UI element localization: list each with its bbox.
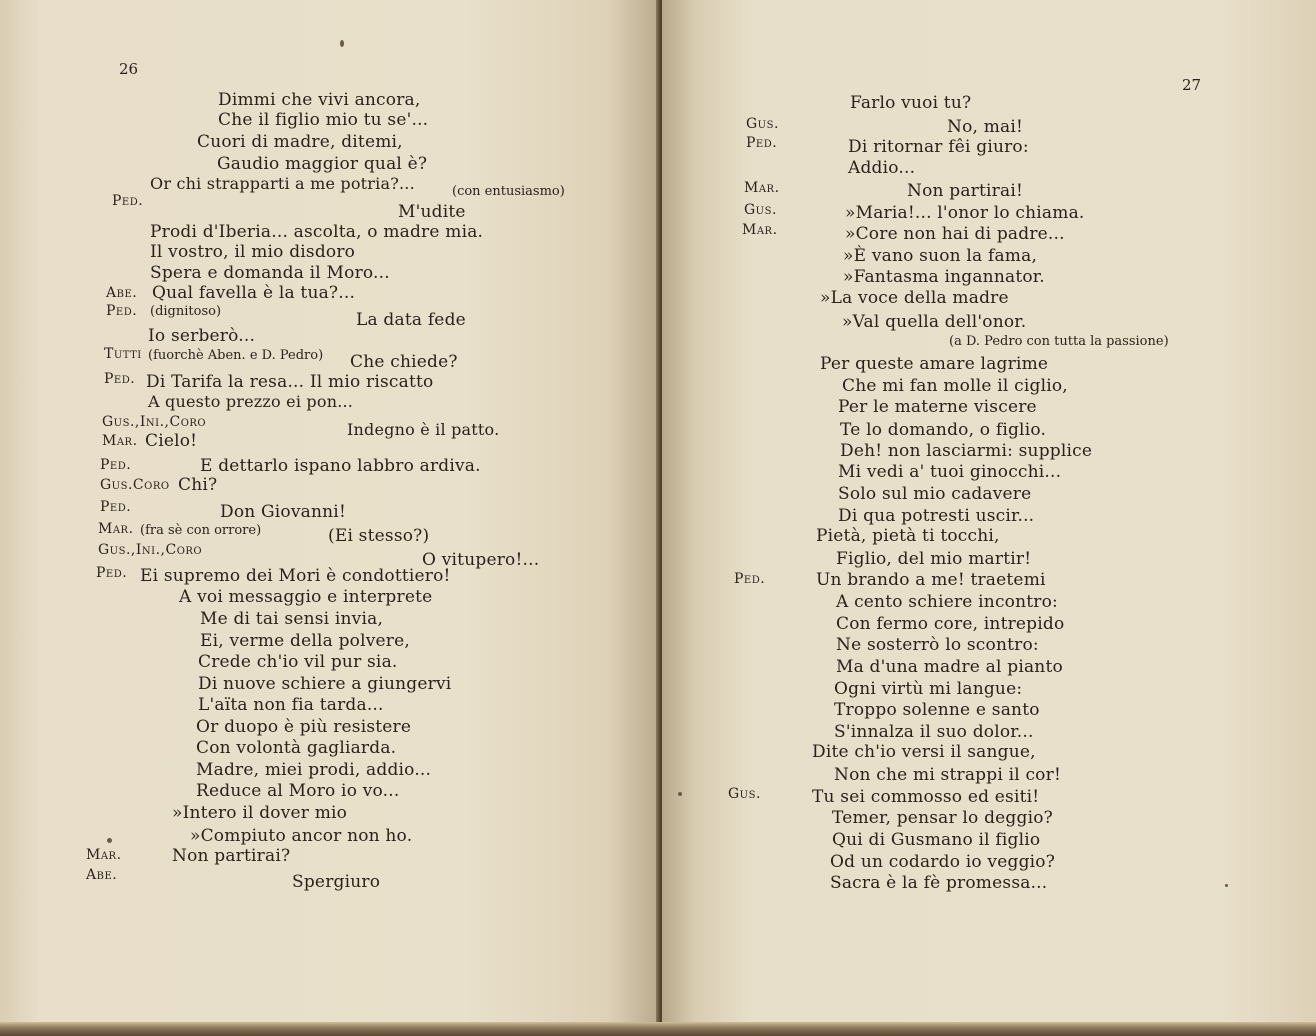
verse-line: Con fermo core, intrepido: [836, 614, 1065, 634]
verse-line: Or chi strapparti a me potria?...: [150, 174, 415, 193]
verse-line: M'udite: [398, 202, 466, 222]
verse-line: Ei supremo dei Mori è condottiero!: [140, 566, 451, 586]
verse-line: Te lo domando, o figlio.: [840, 420, 1047, 440]
speaker-label: Ped.: [104, 371, 136, 387]
page-bottom-edge: [0, 1022, 1316, 1036]
verse-line: Che il figlio mio tu se'...: [218, 110, 429, 130]
speaker-label: Ped.: [100, 499, 132, 515]
speaker-label: Mar.: [86, 847, 122, 863]
verse-line: S'innalza il suo dolor...: [834, 722, 1034, 742]
verse-line: Reduce al Moro io vo...: [196, 781, 400, 801]
verse-line: Solo sul mio cadavere: [838, 484, 1032, 504]
speaker-label: Ped.: [106, 303, 138, 319]
verse-line: Spergiuro: [292, 872, 381, 892]
left-page: [0, 0, 660, 1030]
verse-line: »Maria!... l'onor lo chiama.: [845, 203, 1085, 223]
speaker-label: Gus.: [728, 786, 761, 802]
speaker-label: Gus.,Ini.,Coro: [102, 414, 207, 430]
verse-line: Non partirai!: [907, 181, 1024, 201]
speaker-label: Mar.: [102, 433, 138, 449]
verse-line: »Compiuto ancor non ho.: [190, 826, 413, 846]
paper-speck: [107, 838, 112, 843]
speaker-label: Ped.: [734, 571, 766, 587]
stage-direction: (dignitoso): [150, 304, 222, 319]
verse-line: Don Giovanni!: [220, 502, 346, 522]
verse-line: Od un codardo io veggio?: [830, 852, 1056, 872]
verse-line: Addio...: [848, 158, 916, 178]
page-number-left: 26: [119, 60, 139, 78]
verse-line: Per le materne viscere: [838, 397, 1037, 417]
speaker-label: Gus.: [746, 116, 779, 132]
verse-line: Ei, verme della polvere,: [200, 631, 410, 651]
speaker-label: Gus.,Ini.,Coro: [98, 542, 203, 558]
verse-line: Ne sosterrò lo scontro:: [836, 635, 1039, 655]
speaker-label: Tutti: [104, 346, 142, 362]
verse-line: Di ritornar fêi giuro:: [848, 137, 1029, 157]
verse-line: Prodi d'Iberia... ascolta, o madre mia.: [150, 222, 484, 242]
verse-line: »Intero il dover mio: [172, 803, 348, 823]
paper-speck: [678, 792, 682, 796]
verse-line: Temer, pensar lo deggio?: [832, 808, 1053, 828]
verse-line: Deh! non lasciarmi: supplice: [840, 441, 1093, 461]
verse-line: Tu sei commosso ed esiti!: [812, 787, 1040, 807]
verse-line: A questo prezzo ei pon...: [148, 392, 354, 411]
verse-line: »La voce della madre: [820, 288, 1009, 308]
verse-line: Per queste amare lagrime: [820, 354, 1049, 374]
verse-line: Di qua potresti uscir...: [838, 506, 1035, 526]
verse-line: »È vano suon la fama,: [843, 246, 1038, 266]
verse-line: A cento schiere incontro:: [836, 592, 1058, 612]
verse-line: Non che mi strappi il cor!: [834, 765, 1061, 785]
verse-line: »Val quella dell'onor.: [842, 312, 1027, 332]
stage-direction: (con entusiasmo): [452, 184, 565, 199]
stage-direction: (fuorchè Aben. e D. Pedro): [148, 348, 324, 363]
verse-line: Ma d'una madre al pianto: [836, 657, 1063, 677]
verse-line: Cuori di madre, ditemi,: [197, 132, 403, 152]
verse-line: Che chiede?: [350, 352, 458, 372]
verse-line: Qual favella è la tua?...: [152, 283, 356, 303]
verse-line: A voi messaggio e interprete: [179, 587, 433, 607]
speaker-label: Ped.: [746, 135, 778, 151]
stage-direction: (a D. Pedro con tutta la passione): [949, 334, 1169, 349]
verse-line: Cielo!: [145, 431, 198, 451]
verse-line: Qui di Gusmano il figlio: [832, 830, 1041, 850]
verse-line: Me di tai sensi invia,: [200, 609, 384, 629]
verse-line: Madre, miei prodi, addio...: [196, 760, 432, 780]
verse-line: No, mai!: [947, 117, 1024, 137]
verse-line: (Ei stesso?): [328, 526, 430, 546]
speaker-label: Ped.: [96, 565, 128, 581]
verse-line: Farlo vuoi tu?: [850, 93, 972, 113]
paper-speck: [1225, 884, 1228, 887]
verse-line: Indegno è il patto.: [347, 420, 500, 439]
verse-line: Pietà, pietà ti tocchi,: [816, 526, 1000, 546]
paper-speck: [340, 40, 344, 47]
verse-line: Che mi fan molle il ciglio,: [842, 376, 1068, 396]
verse-line: Dimmi che vivi ancora,: [218, 90, 421, 110]
verse-line: O vitupero!...: [422, 550, 540, 570]
verse-line: »Core non hai di padre...: [845, 224, 1065, 244]
verse-line: Con volontà gagliarda.: [196, 738, 397, 758]
verse-line: L'aïta non fia tarda...: [198, 695, 384, 715]
right-page: [662, 0, 1316, 1030]
verse-line: Il vostro, il mio disdoro: [150, 242, 356, 262]
verse-line: Figlio, del mio martir!: [836, 549, 1032, 569]
verse-line: Di Tarifa la resa... Il mio riscatto: [146, 372, 434, 392]
speaker-label: Abe.: [86, 867, 118, 883]
verse-line: Non partirai?: [172, 846, 291, 866]
verse-line: E dettarlo ispano labbro ardiva.: [200, 456, 481, 476]
stage-direction: (fra sè con orrore): [140, 523, 262, 538]
verse-line: »Fantasma ingannator.: [843, 267, 1045, 287]
speaker-label: Mar.: [98, 521, 134, 537]
speaker-label: Gus.: [744, 202, 777, 218]
verse-line: Io serberò...: [148, 326, 256, 346]
speaker-label: Mar.: [744, 180, 780, 196]
verse-line: Sacra è la fè promessa...: [830, 873, 1048, 893]
speaker-label: Abe.: [106, 285, 138, 301]
verse-line: Crede ch'io vil pur sia.: [198, 652, 398, 672]
verse-line: Mi vedi a' tuoi ginocchi...: [838, 462, 1062, 482]
verse-line: Spera e domanda il Moro...: [150, 263, 390, 283]
verse-line: Dite ch'io versi il sangue,: [812, 742, 1036, 762]
verse-line: Ogni virtù mi langue:: [834, 679, 1023, 699]
speaker-label: Gus.Coro: [100, 477, 170, 493]
speaker-label: Ped.: [100, 457, 132, 473]
verse-line: Troppo solenne e santo: [834, 700, 1040, 720]
speaker-label: Mar.: [742, 222, 778, 238]
verse-line: La data fede: [356, 310, 466, 330]
verse-line: Gaudio maggior qual è?: [217, 154, 428, 174]
page-number-right: 27: [1182, 76, 1202, 94]
speaker-label: Ped.: [112, 193, 144, 209]
verse-line: Chi?: [178, 475, 218, 495]
verse-line: Un brando a me! traetemi: [816, 570, 1046, 590]
verse-line: Or duopo è più resistere: [196, 717, 412, 737]
verse-line: Di nuove schiere a giungervi: [198, 674, 452, 694]
